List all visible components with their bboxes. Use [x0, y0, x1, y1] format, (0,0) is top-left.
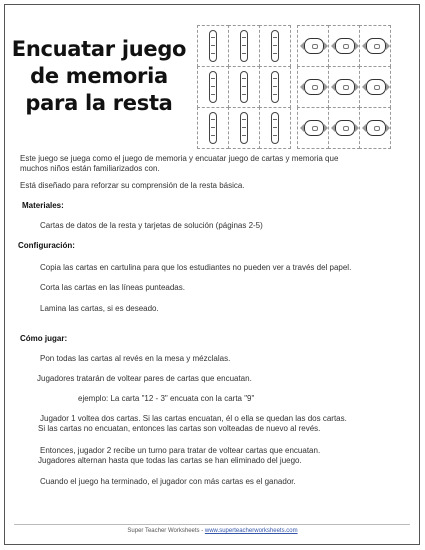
solution-card: [328, 66, 360, 108]
play-step: Entonces, jugador 2 recibe un turno para tratar de voltear cartas que encuatan.: [40, 446, 321, 455]
fact-card: [197, 107, 229, 149]
play-step: Pon todas las cartas al revés en la mesa y mézclalas.: [40, 354, 231, 363]
play-example: ejemplo: La carta "12 - 3" encuata con la carta "9": [78, 394, 255, 403]
fact-card: [228, 66, 260, 108]
fact-card: [259, 107, 291, 149]
intro-paragraph-line: muchos niños están familiarizados con.: [20, 164, 160, 173]
materials-text: Cartas de datos de la resta y tarjetas de solución (páginas 2-5): [40, 221, 263, 230]
play-step: Cuando el juego ha terminado, el jugador con más cartas es el ganador.: [40, 477, 296, 486]
fact-card: [228, 25, 260, 67]
solution-card: [297, 25, 329, 67]
play-step: Si las cartas no encuatan, entonces las cartas son volteadas de nuevo al revés.: [38, 424, 321, 433]
footer: [0, 528, 425, 534]
solution-card: [297, 107, 329, 149]
setup-step: Lamina las cartas, si es deseado.: [40, 304, 159, 313]
solution-card: [359, 25, 391, 67]
solution-card: [359, 107, 391, 149]
solution-card: [297, 66, 329, 108]
setup-heading: Configuración:: [18, 241, 75, 250]
play-step: Jugadores alternan hasta que todas las cartas se han eliminado del juego.: [38, 456, 302, 465]
play-step: Jugador 1 voltea dos cartas. Si las cartas encuatan, él o ella se quedan las dos cartas.: [40, 414, 347, 423]
solution-card: [328, 107, 360, 149]
fact-card: [197, 25, 229, 67]
fact-card: [259, 25, 291, 67]
page-title: [10, 36, 188, 117]
setup-step: Corta las cartas en las líneas punteadas.: [40, 283, 185, 292]
footer-text: Super Teacher Worksheets -: [127, 528, 205, 534]
footer-divider: [14, 524, 410, 525]
how-to-play-heading: Cómo jugar:: [20, 334, 68, 343]
solution-card: [359, 66, 391, 108]
title-line-1: Encuatar juego: [11, 37, 187, 61]
fact-card: [197, 66, 229, 108]
fact-card: [259, 66, 291, 108]
title-line-2: de memoria: [30, 64, 168, 88]
intro-paragraph-line: Este juego se juega como el juego de memoria y encuatar juego de cartas y memoria que: [20, 154, 339, 163]
solution-card: [328, 25, 360, 67]
setup-step: Copia las cartas en cartulina para que los estudiantes no pueden ver a través del papel.: [40, 263, 352, 272]
play-step: Jugadores tratarán de voltear pares de cartas que encuatan.: [37, 374, 252, 383]
fact-card: [228, 107, 260, 149]
title-line-3: para la resta: [25, 91, 173, 115]
materials-heading: Materiales:: [22, 201, 64, 210]
intro-purpose: Está diseñado para reforzar su comprensión de la resta básica.: [20, 181, 245, 190]
footer-link[interactable]: www.superteacherworksheets.com: [204, 528, 298, 534]
